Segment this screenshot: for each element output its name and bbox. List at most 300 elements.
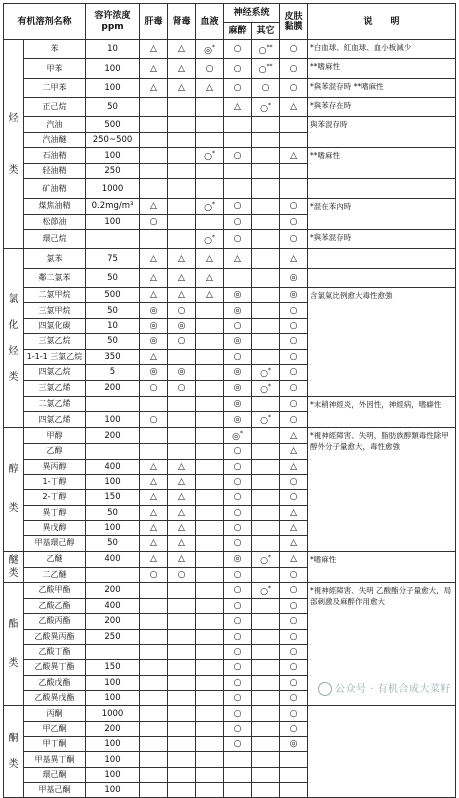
effect-an	[224, 721, 252, 736]
solvent-name: 1-丁醇	[24, 474, 86, 489]
effect-ot	[252, 721, 280, 736]
limit-value: 500	[86, 288, 140, 303]
effect-skin	[280, 117, 308, 132]
effect-liver	[140, 303, 168, 318]
effect-symbol: ○	[260, 103, 268, 114]
effect-symbol: ○	[233, 631, 242, 642]
limit-value	[86, 567, 140, 582]
effect-kidney	[168, 132, 196, 147]
table-row	[4, 59, 456, 78]
limit-value: 50	[86, 334, 140, 349]
effect-blood	[196, 230, 224, 249]
effect-symbol: ○	[149, 569, 158, 580]
effect-symbol: △	[206, 253, 213, 264]
effect-kidney	[168, 303, 196, 318]
limit-value: 100	[86, 148, 140, 164]
effect-symbol: △	[290, 523, 297, 534]
effect-skin	[280, 303, 308, 318]
effect-blood	[196, 536, 224, 551]
note-cell: *與苯混存時 **嗜麻性	[308, 78, 456, 97]
effect-an	[224, 428, 252, 444]
effect-symbol: ○	[233, 477, 242, 488]
effect-skin	[280, 582, 308, 598]
effect-kidney	[168, 644, 196, 659]
effect-symbol: △	[206, 82, 213, 93]
footnote-mark: *	[267, 553, 271, 561]
solvent-name: 異丙醇	[24, 459, 86, 474]
solvent-name: 三氯乙烯	[24, 380, 86, 396]
solvent-name: 丙酮	[24, 706, 86, 721]
effect-liver	[140, 132, 168, 147]
effect-liver	[140, 364, 168, 380]
effect-kidney	[168, 520, 196, 535]
footnote-mark: *	[267, 366, 271, 374]
effect-ot	[252, 536, 280, 551]
effect-symbol: ○	[233, 708, 242, 719]
effect-ot	[252, 783, 280, 798]
effect-liver	[140, 117, 168, 132]
effect-blood	[196, 214, 224, 229]
table-row	[4, 268, 456, 287]
effect-symbol: ○	[289, 63, 298, 74]
effect-symbol: ○	[289, 492, 298, 503]
effect-symbol: △	[178, 253, 185, 264]
note-cell: *白血球、紅血球、血小板減少	[308, 40, 456, 59]
limit-value: 100	[86, 737, 140, 752]
effect-symbol: △	[234, 102, 241, 113]
effect-blood	[196, 490, 224, 505]
watermark-text: 公众号 · 有机合成大菜籽	[334, 684, 451, 695]
limit-value: 100	[86, 214, 140, 229]
effect-ot	[252, 117, 280, 132]
effect-kidney	[168, 148, 196, 164]
footnote-mark: *	[211, 233, 215, 241]
effect-skin	[280, 752, 308, 767]
effect-an	[224, 520, 252, 535]
effect-skin	[280, 644, 308, 659]
effect-an	[224, 614, 252, 629]
effect-liver	[140, 474, 168, 489]
solvent-name: 二乙醚	[24, 567, 86, 582]
effect-kidney	[168, 396, 196, 411]
footnote-mark: *	[239, 430, 243, 438]
solvent-name: 乙酸乙酯	[24, 598, 86, 613]
effect-skin	[280, 598, 308, 613]
effect-ot	[252, 98, 280, 117]
effect-kidney	[168, 582, 196, 598]
footnote-mark: **	[266, 63, 273, 71]
effect-blood	[196, 474, 224, 489]
limit-value: 100	[86, 752, 140, 767]
effect-kidney	[168, 551, 196, 567]
category-label: 酯 类	[4, 582, 24, 705]
effect-symbol: △	[178, 492, 185, 503]
effect-kidney	[168, 737, 196, 752]
effect-ot	[252, 660, 280, 675]
effect-an	[224, 706, 252, 721]
effect-skin	[280, 396, 308, 411]
effect-ot	[252, 179, 280, 198]
effect-symbol: ○	[233, 320, 242, 331]
effect-ot	[252, 752, 280, 767]
effect-blood	[196, 288, 224, 303]
effect-skin	[280, 505, 308, 520]
effect-symbol: ○	[233, 662, 242, 673]
effect-skin	[280, 675, 308, 690]
effect-an	[224, 629, 252, 644]
effect-an	[224, 214, 252, 229]
effect-liver	[140, 40, 168, 59]
effect-symbol: ◎	[289, 272, 298, 283]
effect-an	[224, 132, 252, 147]
effect-skin	[280, 490, 308, 505]
effect-liver	[140, 783, 168, 798]
effect-kidney	[168, 660, 196, 675]
effect-skin	[280, 767, 308, 782]
toxicity-table	[3, 3, 456, 798]
effect-ot	[252, 505, 280, 520]
effect-liver	[140, 614, 168, 629]
effect-an	[224, 444, 252, 459]
effect-kidney	[168, 536, 196, 551]
effect-an	[224, 318, 252, 333]
limit-value: 400	[86, 551, 140, 567]
effect-liver	[140, 459, 168, 474]
effect-blood	[196, 412, 224, 428]
table-row	[4, 428, 456, 444]
effect-kidney	[168, 117, 196, 132]
limit-value: 100	[86, 520, 140, 535]
effect-an	[224, 582, 252, 598]
table-row	[4, 396, 456, 411]
effect-symbol: ○	[289, 399, 298, 410]
effect-symbol: ○	[233, 492, 242, 503]
effect-symbol: ○	[289, 647, 298, 658]
effect-ot	[252, 148, 280, 164]
effect-an	[224, 148, 252, 164]
effect-blood	[196, 98, 224, 117]
limit-value: 400	[86, 459, 140, 474]
effect-symbol: ◎	[233, 290, 242, 301]
header-skin: 皮肤黏膜	[280, 4, 308, 40]
note-cell: *視神經障害、失明，脂肪族醇類毒性除甲醇外分子量愈大，毒性愈強	[308, 428, 456, 551]
effect-liver	[140, 567, 168, 582]
solvent-name: 乙酸丁酯	[24, 644, 86, 659]
limit-value: 250	[86, 164, 140, 179]
effect-blood	[196, 396, 224, 411]
solvent-name: 甲基己酮	[24, 783, 86, 798]
header-solvent: 有机溶剂名称	[4, 4, 86, 40]
effect-symbol: ○	[258, 65, 267, 76]
effect-ot	[252, 412, 280, 428]
effect-symbol: ○	[289, 201, 298, 212]
effect-an	[224, 459, 252, 474]
effect-symbol: ○	[177, 569, 186, 580]
footnote-mark: *	[267, 414, 271, 422]
effect-symbol: ◎	[149, 305, 158, 316]
effect-skin	[280, 629, 308, 644]
effect-symbol: ○	[289, 336, 298, 347]
limit-value: 400	[86, 598, 140, 613]
effect-kidney	[168, 198, 196, 214]
note-cell: 含氯氣比例愈大毒性愈強	[308, 288, 456, 397]
effect-skin	[280, 412, 308, 428]
note-cell	[308, 706, 456, 798]
effect-symbol: ○	[260, 384, 268, 395]
solvent-name: 二甲苯	[24, 78, 86, 97]
effect-kidney	[168, 318, 196, 333]
effect-symbol: ○	[289, 477, 298, 488]
effect-an	[224, 412, 252, 428]
effect-blood	[196, 318, 224, 333]
effect-blood	[196, 520, 224, 535]
effect-liver	[140, 179, 168, 198]
footnote-mark: *	[211, 43, 215, 51]
effect-an	[224, 644, 252, 659]
effect-liver	[140, 706, 168, 721]
effect-symbol: △	[178, 272, 185, 283]
effect-kidney	[168, 412, 196, 428]
effect-skin	[280, 567, 308, 582]
effect-symbol: ○	[233, 723, 242, 734]
effect-symbol: ○	[258, 45, 267, 56]
effect-symbol: ○	[260, 368, 268, 379]
effect-symbol: ◎	[233, 336, 242, 347]
effect-kidney	[168, 59, 196, 78]
note-cell: *視神經障害、失明 乙酸酯分子量愈大，局部刺激及麻醉作用愈大	[308, 582, 456, 705]
solvent-name: 四氯乙烯	[24, 412, 86, 428]
effect-an	[224, 164, 252, 179]
effect-ot	[252, 349, 280, 364]
solvent-name: 乙酸異丁酯	[24, 660, 86, 675]
solvent-name: 二氯甲烷	[24, 288, 86, 303]
effect-symbol: △	[150, 351, 157, 362]
effect-ot	[252, 629, 280, 644]
effect-kidney	[168, 490, 196, 505]
effect-ot	[252, 444, 280, 459]
effect-symbol: △	[150, 507, 157, 518]
effect-ot	[252, 380, 280, 396]
table-row	[4, 706, 456, 721]
solvent-name: 甲基異丁酮	[24, 752, 86, 767]
effect-symbol: ○	[233, 569, 242, 580]
effect-symbol: ○	[289, 723, 298, 734]
effect-ot	[252, 164, 280, 179]
effect-symbol: △	[178, 44, 185, 55]
note-cell: *嗜麻性	[308, 551, 456, 582]
limit-value: 100	[86, 783, 140, 798]
effect-blood	[196, 582, 224, 598]
effect-symbol: ○	[233, 523, 242, 534]
solvent-name: 乙酸丙酯	[24, 614, 86, 629]
footnote-mark: *	[267, 101, 271, 109]
effect-symbol: ◎	[177, 320, 186, 331]
solvent-name: 乙醇	[24, 444, 86, 459]
effect-symbol: ○	[149, 383, 158, 394]
effect-skin	[280, 230, 308, 249]
effect-kidney	[168, 706, 196, 721]
header-limit: 容许浓度 ppm	[86, 4, 140, 40]
table-row	[4, 249, 456, 268]
effect-kidney	[168, 349, 196, 364]
effect-symbol: ○	[205, 63, 214, 74]
effect-kidney	[168, 179, 196, 198]
note-cell	[308, 179, 456, 198]
effect-symbol: ○	[289, 631, 298, 642]
limit-value: 100	[86, 59, 140, 78]
limit-value: 5	[86, 364, 140, 380]
effect-liver	[140, 214, 168, 229]
effect-symbol: ○	[233, 461, 242, 472]
effect-symbol: ○	[177, 383, 186, 394]
category-label: 酮 类	[4, 706, 24, 798]
effect-liver	[140, 78, 168, 97]
effect-symbol: ○	[260, 416, 268, 427]
effect-kidney	[168, 629, 196, 644]
effect-kidney	[168, 98, 196, 117]
effect-blood	[196, 644, 224, 659]
effect-blood	[196, 148, 224, 164]
limit-value: 100	[86, 412, 140, 428]
effect-ot	[252, 567, 280, 582]
effect-symbol: ◎	[233, 367, 242, 378]
effect-blood	[196, 444, 224, 459]
table-row	[4, 117, 456, 132]
limit-value	[86, 230, 140, 249]
effect-symbol: ◎	[149, 367, 158, 378]
effect-symbol: △	[178, 523, 185, 534]
effect-ot	[252, 644, 280, 659]
effect-blood	[196, 660, 224, 675]
effect-blood	[196, 691, 224, 706]
effect-symbol: △	[150, 523, 157, 534]
limit-value: 100	[86, 474, 140, 489]
effect-kidney	[168, 78, 196, 97]
effect-an	[224, 567, 252, 582]
effect-kidney	[168, 505, 196, 520]
note-cell: **嗜麻性	[308, 148, 456, 179]
effect-liver	[140, 505, 168, 520]
effect-symbol: ○	[289, 708, 298, 719]
effect-liver	[140, 334, 168, 349]
limit-value: 100	[86, 78, 140, 97]
effect-ot	[252, 318, 280, 333]
effect-symbol: ◎	[233, 414, 242, 425]
solvent-name: 異戊醇	[24, 520, 86, 535]
effect-an	[224, 249, 252, 268]
effect-kidney	[168, 268, 196, 287]
effect-blood	[196, 59, 224, 78]
effect-ot	[252, 598, 280, 613]
effect-kidney	[168, 288, 196, 303]
effect-symbol: ◎	[233, 554, 242, 565]
table-row	[4, 40, 456, 59]
effect-blood	[196, 198, 224, 214]
solvent-name: 三氯乙烷	[24, 334, 86, 349]
effect-symbol: ○	[204, 235, 212, 246]
effect-liver	[140, 582, 168, 598]
effect-symbol: △	[290, 554, 297, 565]
effect-an	[224, 334, 252, 349]
effect-ot	[252, 334, 280, 349]
effect-ot	[252, 691, 280, 706]
effect-liver	[140, 59, 168, 78]
solvent-name: 環己酮	[24, 767, 86, 782]
effect-ot	[252, 614, 280, 629]
effect-symbol: △	[290, 102, 297, 113]
effect-liver	[140, 629, 168, 644]
note-cell: 與苯混存時	[308, 117, 456, 148]
effect-skin	[280, 40, 308, 59]
effect-ot	[252, 737, 280, 752]
effect-skin	[280, 737, 308, 752]
effect-skin	[280, 98, 308, 117]
effect-symbol: ○	[177, 336, 186, 347]
effect-blood	[196, 78, 224, 97]
header-nerve: 神经系统	[224, 4, 280, 23]
limit-value: 350	[86, 349, 140, 364]
effect-kidney	[168, 230, 196, 249]
effect-kidney	[168, 459, 196, 474]
effect-symbol: ○	[233, 216, 242, 227]
effect-ot	[252, 59, 280, 78]
effect-blood	[196, 675, 224, 690]
effect-symbol: ◎	[233, 305, 242, 316]
solvent-name: 二氯乙烯	[24, 396, 86, 411]
effect-ot	[252, 396, 280, 411]
footnote-mark: *	[267, 584, 271, 592]
limit-value: 250	[86, 629, 140, 644]
effect-symbol: ○	[289, 616, 298, 627]
effect-symbol: ◎	[177, 367, 186, 378]
effect-symbol: △	[150, 82, 157, 93]
effect-symbol: ○	[233, 63, 242, 74]
effect-ot	[252, 490, 280, 505]
effect-symbol: ○	[289, 662, 298, 673]
effect-liver	[140, 148, 168, 164]
table-row	[4, 288, 456, 303]
limit-value: 10	[86, 40, 140, 59]
limit-value: 100	[86, 767, 140, 782]
effect-symbol: ○	[289, 305, 298, 316]
effect-symbol: ○	[149, 216, 158, 227]
effect-ot	[252, 132, 280, 147]
effect-symbol: ◎	[233, 399, 242, 410]
limit-value: 50	[86, 303, 140, 318]
effect-blood	[196, 303, 224, 318]
effect-blood	[196, 505, 224, 520]
effect-an	[224, 752, 252, 767]
effect-liver	[140, 767, 168, 782]
wechat-logo-icon	[318, 682, 332, 696]
effect-symbol: △	[290, 538, 297, 549]
note-cell	[308, 249, 456, 268]
effect-symbol: △	[178, 461, 185, 472]
solvent-name: 2-丁醇	[24, 490, 86, 505]
effect-kidney	[168, 721, 196, 736]
effect-skin	[280, 783, 308, 798]
effect-ot	[252, 675, 280, 690]
effect-skin	[280, 428, 308, 444]
effect-kidney	[168, 767, 196, 782]
solvent-name: 三氯甲烷	[24, 303, 86, 318]
effect-blood	[196, 380, 224, 396]
effect-symbol: ○	[289, 414, 298, 425]
effect-an	[224, 536, 252, 551]
effect-blood	[196, 706, 224, 721]
effect-ot	[252, 268, 280, 287]
effect-symbol: ◎	[289, 290, 298, 301]
